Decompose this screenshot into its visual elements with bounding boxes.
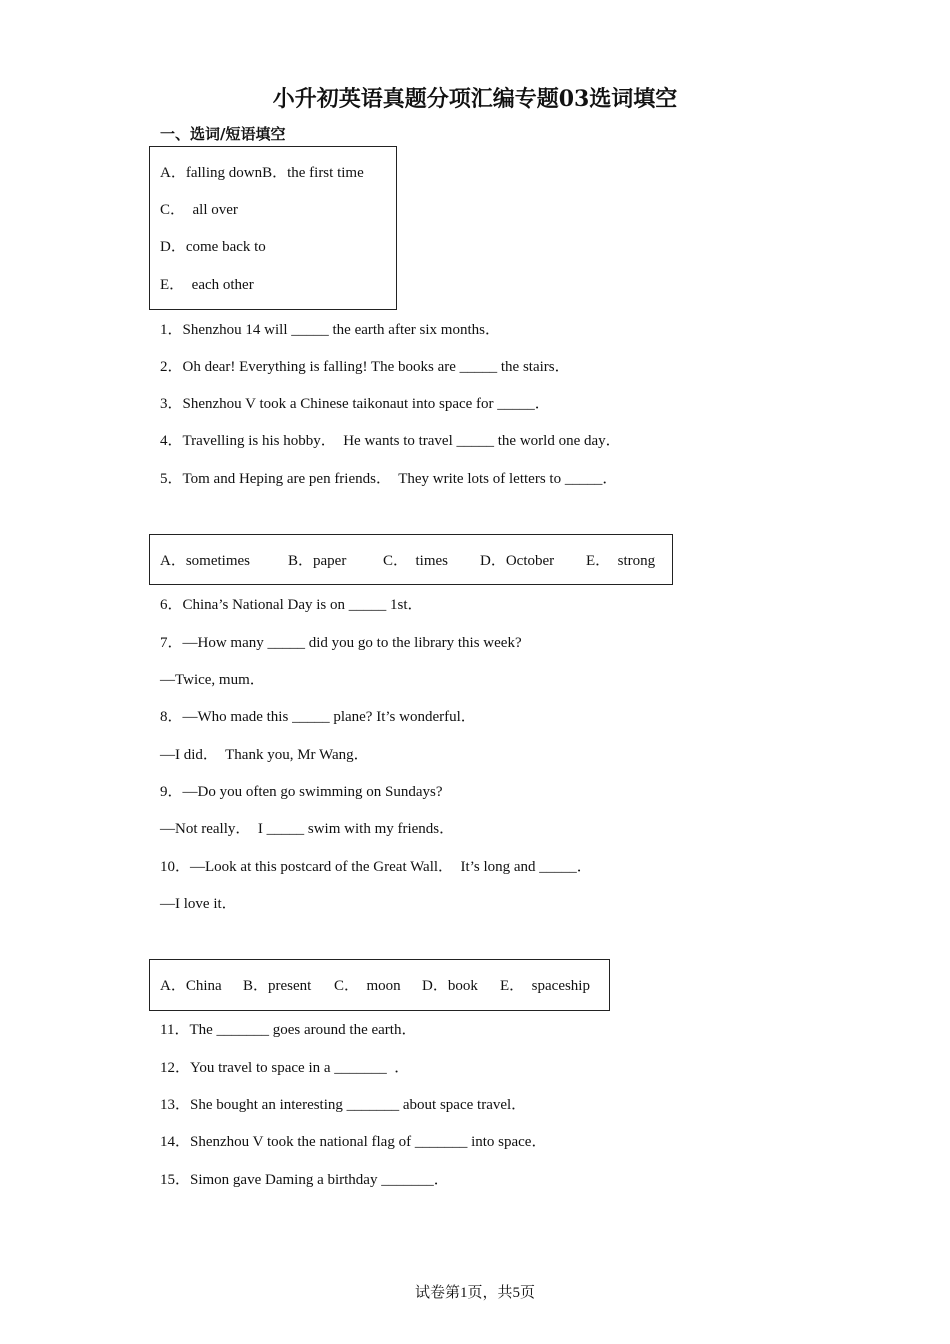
question-2: 2．Oh dear! Everything is falling! The books are _____ the stairs．	[160, 359, 570, 375]
option-2-4: E． strong	[586, 553, 656, 569]
answer-8: —I did． Thank you, Mr Wang．	[160, 747, 369, 763]
question-8: 8．—Who made this _____ plane? It’s wonderful．	[160, 709, 476, 725]
answer-10: —I love it．	[160, 896, 237, 912]
question-15: 15．Simon gave Daming a birthday _______．	[160, 1172, 449, 1188]
question-14: 14．Shenzhou V took the national flag of _______ into space．	[160, 1134, 547, 1150]
option-1-0: A．falling downB．the first time	[160, 165, 364, 181]
question-11: 11．The _______ goes around the earth．	[160, 1022, 417, 1038]
option-1-1: C． all over	[160, 202, 238, 218]
option-2-3: D．October	[480, 553, 555, 569]
question-13: 13．She bought an interesting _______ about space travel．	[160, 1097, 527, 1113]
question-9: 9．—Do you often go swimming on Sundays?	[160, 784, 443, 800]
option-1-2: D．come back to	[160, 239, 266, 255]
option-2-0: A．sometimes	[160, 553, 250, 569]
answer-9: —Not really． I _____ swim with my friends．	[160, 821, 455, 837]
question-1: 1．Shenzhou 14 will _____ the earth after six months．	[160, 322, 500, 338]
option-2-1: B．paper	[288, 553, 347, 569]
question-10: 10．—Look at this postcard of the Great Wall． It’s long and _____．	[160, 859, 592, 875]
answer-7: —Twice, mum．	[160, 672, 265, 688]
option-3-0: A．China	[160, 978, 222, 994]
question-3: 3．Shenzhou V took a Chinese taikonaut into space for _____．	[160, 396, 550, 412]
question-6: 6．China’s National Day is on _____ 1st．	[160, 597, 423, 613]
option-3-2: C． moon	[334, 978, 401, 994]
option-2-2: C． times	[383, 553, 449, 569]
question-4: 4．Travelling is his hobby． He wants to travel _____ the world one day．	[160, 433, 621, 449]
page-footer: 试卷第1页，共5页	[414, 1285, 535, 1301]
option-3-4: E． spaceship	[500, 978, 590, 994]
option-3-1: B．present	[243, 978, 312, 994]
section-heading: 一、选词/短语填空	[160, 125, 286, 143]
option-3-3: D．book	[422, 978, 478, 994]
question-12: 12．You travel to space in a _______ ．	[160, 1060, 410, 1076]
option-1-3: E． each other	[160, 277, 254, 293]
question-7: 7．—How many _____ did you go to the library this week?	[160, 635, 522, 651]
question-5: 5．Tom and Heping are pen friends． They write lots of letters to _____．	[160, 471, 618, 487]
page-title: 小升初英语真题分项汇编专题03选词填空	[272, 86, 678, 112]
